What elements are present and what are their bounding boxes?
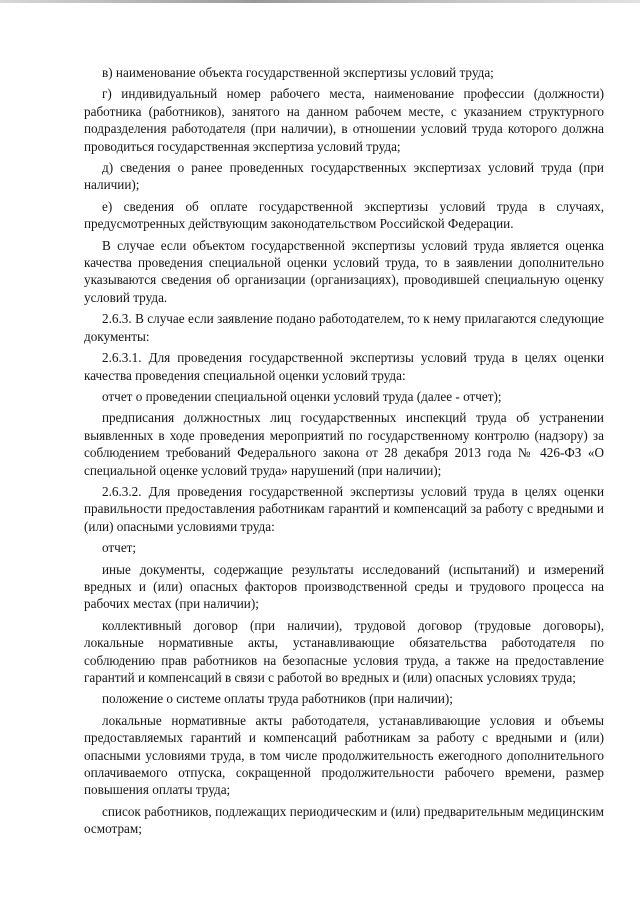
- paragraph-item-e: е) сведения об оплате государственной экспертизы условий труда в случаях, предусмотренных действующим законодательством Российской Федерации.: [84, 198, 604, 232]
- paragraph-pay-system: положение о системе оплаты труда работников (при наличии);: [102, 691, 453, 707]
- paragraph-2-6-3-1: 2.6.3.1. Для проведения государственной экспертизы условий труда в целях оценки качества проведения специальной оценки условий труда:: [84, 350, 604, 383]
- paragraph-collective-agreement: коллективный договор (при наличии), трудовой договор (трудовые договоры), локальные нормативные акты, устанавливающие обязательства работодателя по соблюдению прав работников на безопасные условия труда, а также на предоставление гарантий и компенсаций в связи с работой во вредных и (или) опасных условиях труда;: [84, 617, 604, 685]
- paragraph-local-acts: локальные нормативные акты работодателя, устанавливающие условия и объемы предоставляемых гарантий и компенсаций работникам за работу с вредными и (или) опасными условиями труда, в том числе продолжительность ежегодного дополнительного оплачиваемого отпуска, сокращенной продолжительности рабочего времени, размер повышения оплаты труда;: [84, 712, 604, 798]
- paragraph-inspection-orders: предписания должностных лиц государственных инспекций труда об устранении выявленных в ходе проведения мероприятий по государственному контролю (надзору) за соблюдением требований Федерального закона от 28 декабря 2013 года № 426-ФЗ «О специальной оценке условий труда» нарушений (при наличии);: [84, 410, 604, 478]
- paragraph-2-6-3: 2.6.3. В случае если заявление подано работодателем, то к нему прилагаются следующие документы:: [84, 311, 604, 344]
- paragraph-item-d: д) сведения о ранее проведенных государственных экспертизах условий труда (при наличии);: [84, 160, 604, 193]
- document-body: [84, 64, 604, 838]
- paragraph-other-documents: иные документы, содержащие результаты исследований (испытаний) и измерений вредных и (или) опасных факторов производственной среды и трудового процесса на рабочих местах (при наличии);: [84, 561, 604, 612]
- paragraph-2-6-3-2: 2.6.3.2. Для проведения государственной экспертизы условий труда в целях оценки правильности предоставления работникам гарантий и компенсаций за работу с вредными и (или) опасными условиями труда:: [84, 483, 604, 534]
- scan-top-edge: [0, 0, 640, 3]
- paragraph-medical-list: список работников, подлежащих периодическим и (или) предварительным медицинским осмотрам;: [84, 803, 604, 837]
- paragraph-item-g: г) индивидуальный номер рабочего места, наименование профессии (должности) работника (работников), занятого на данном рабочем месте, с указанием структурного подразделения работодателя (при наличии), в отношении условий труда которого должна проводиться государственная экспертиза условий труда;: [84, 86, 604, 154]
- paragraph-soot-case: В случае если объектом государственной экспертизы условий труда является оценка качества проведения специальной оценки условий труда, то в заявлении дополнительно указываются сведения об организации (организациях), проводившей специальную оценку условий труда.: [84, 237, 604, 305]
- paragraph-sout-report: отчет о проведении специальной оценки условий труда (далее - отчет);: [102, 388, 502, 404]
- paragraph-item-v: в) наименование объекта государственной экспертизы условий труда;: [102, 65, 494, 80]
- paragraph-report: отчет;: [102, 540, 137, 556]
